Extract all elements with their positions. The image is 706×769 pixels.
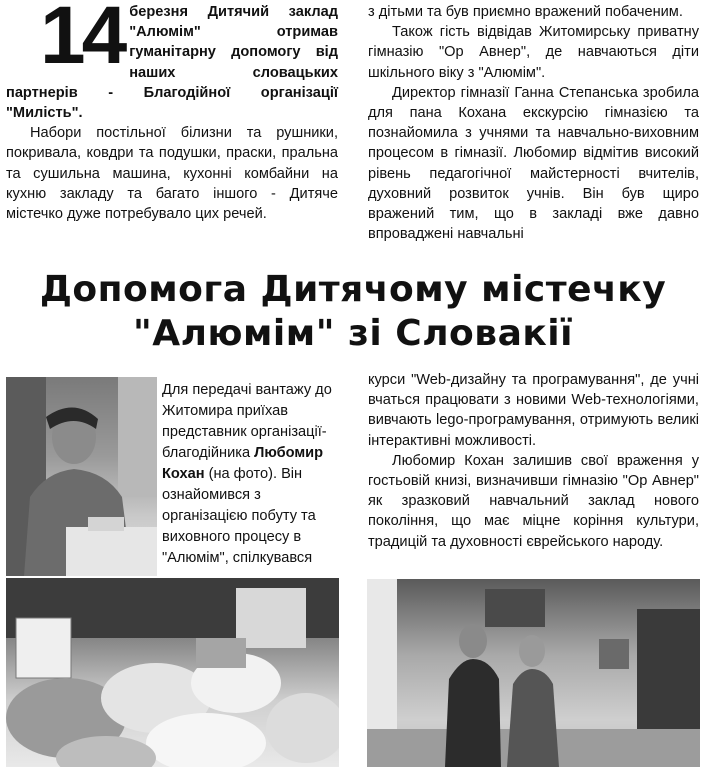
courses-paragraph: курси "Web-дизайну та програмування", де учні вчаться працювати з новими Web-технологіями, вивчають lego-програмування, отримують великі інтерактивні можливості.: [368, 372, 699, 449]
representative-text-1: Для передачі вантажу до Житомира приїхав представник організації-благодійника: [162, 382, 332, 461]
representative-paragraph: [162, 380, 339, 569]
gymnasium-visit-paragraph: Також гість відвідав Житомирську приватну гімназію "Ор Авнер", де навчаються діти шкільного віку з "Алюмім".: [368, 24, 699, 81]
donation-list-paragraph: Набори постільної білизни та рушники, покривала, ковдри та подушки, праски, пральна та сушильна машина, кухонні комбайни на кухню закладу та багато іншого - Дитяче містечко дуже потребувало цих речей.: [6, 125, 338, 223]
middle-left-column: [162, 380, 339, 569]
photo-representative-figure: [6, 377, 157, 576]
top-right-column: [368, 2, 699, 244]
representative-name: Любомир Кохан: [162, 445, 324, 482]
photo-donated-goods-figure: [6, 578, 339, 767]
middle-right-column: [368, 370, 699, 552]
guestbook-paragraph: Любомир Кохан залишив свої враження у гостьовій книзі, визначивши гімназію "Ор Авнер" як зразковий навчальний заклад нового покоління, що має міцне коріння культури, традицій та духовності єврейського народу.: [368, 452, 699, 550]
director-paragraph: Директор гімназії Ганна Степанська зробила для пана Кохана екскурсію гімназією та познайомила з учнями та навчально-виховним процесом в гімназії. Любомир відмітив високий рівень педагогічної майстерності вчителів, духовний розвиток учнів. Він був щиро вражений тим, що в закладі вже давно впроваджені навчальні: [368, 84, 699, 243]
photo-gymnasium-visit-figure: [367, 579, 700, 767]
headline-line-1: Допомога Дитячому містечку: [39, 269, 667, 310]
lead-paragraph: березня Дитячий заклад "Алюмім" отримав гуманітарну допомогу від наших словацьких партнерів - Благодійної організації "Милість".: [6, 4, 338, 122]
photo-representative: [6, 377, 157, 576]
dropcap-date: 14: [40, 0, 124, 81]
headline-line-2: "Алюмім" зі Словакії: [133, 313, 573, 354]
photo-donated-goods: [6, 578, 339, 767]
article-headline: [0, 268, 706, 356]
representative-text-2: (на фото). Він ознайомився з організацією побуту та виховного процесу в "Алюмім", спілкувався: [162, 466, 316, 566]
photo-gymnasium-visit: [367, 579, 700, 767]
continued-paragraph: з дітьми та був приємно вражений побаченим.: [368, 4, 683, 20]
top-left-column: [6, 2, 338, 224]
